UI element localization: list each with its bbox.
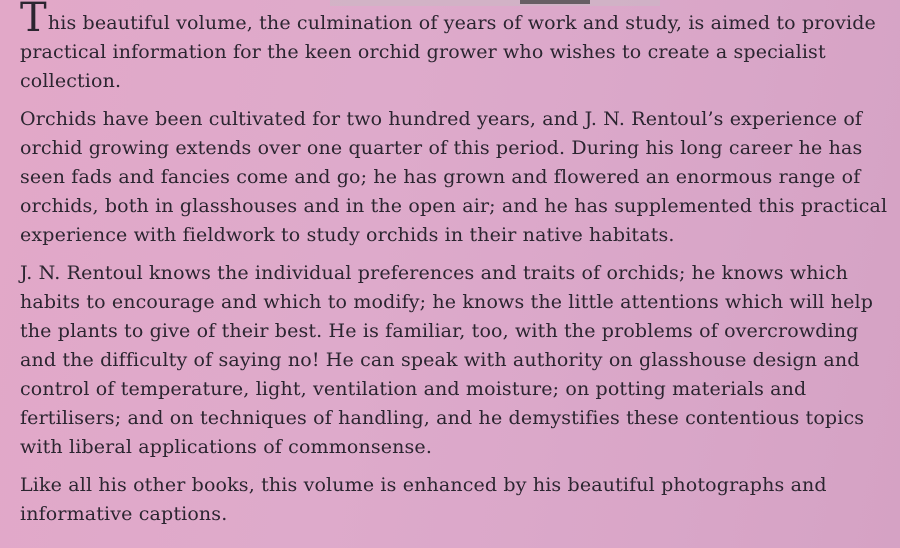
paragraph-experience: Orchids have been cultivated for two hundred years, and J. N. Rentoul’s experience of orchid growing extends over one quarter of this period. During his long career he has seen fads and fancies come and go; he has grown and flowered an enormous range of orchids, both in glasshouses and in the open air; and he has supplemented this practical experience with fieldwork to study orchids in their native habitats. <box>20 108 888 246</box>
paragraph-knowledge: J. N. Rentoul knows the individual preferences and traits of orchids; he knows which habits to encourage and which to modify; he knows the little attentions which will help the plants to give of their best. He is familiar, too, with the problems of overcrowding and the difficulty of saying no! He can speak with authority on glasshouse design and control of temperature, light, ventilation and moisture; on potting materials and fertilisers; and on techniques of handling, and he demystifies these contentious topics with liberal applications of commonsense. <box>20 262 874 458</box>
paragraph-intro-text: his beautiful volume, the culmination of years of work and study, is aimed to provide practical information for the keen orchid grower who wishes to create a specialist collection. <box>20 12 876 92</box>
blurb-text-block <box>20 0 890 538</box>
paragraph-intro <box>20 0 890 96</box>
drop-cap-letter: T <box>20 0 47 41</box>
paragraph-photographs: Like all his other books, this volume is enhanced by his beautiful photographs and informative captions. <box>20 474 827 525</box>
